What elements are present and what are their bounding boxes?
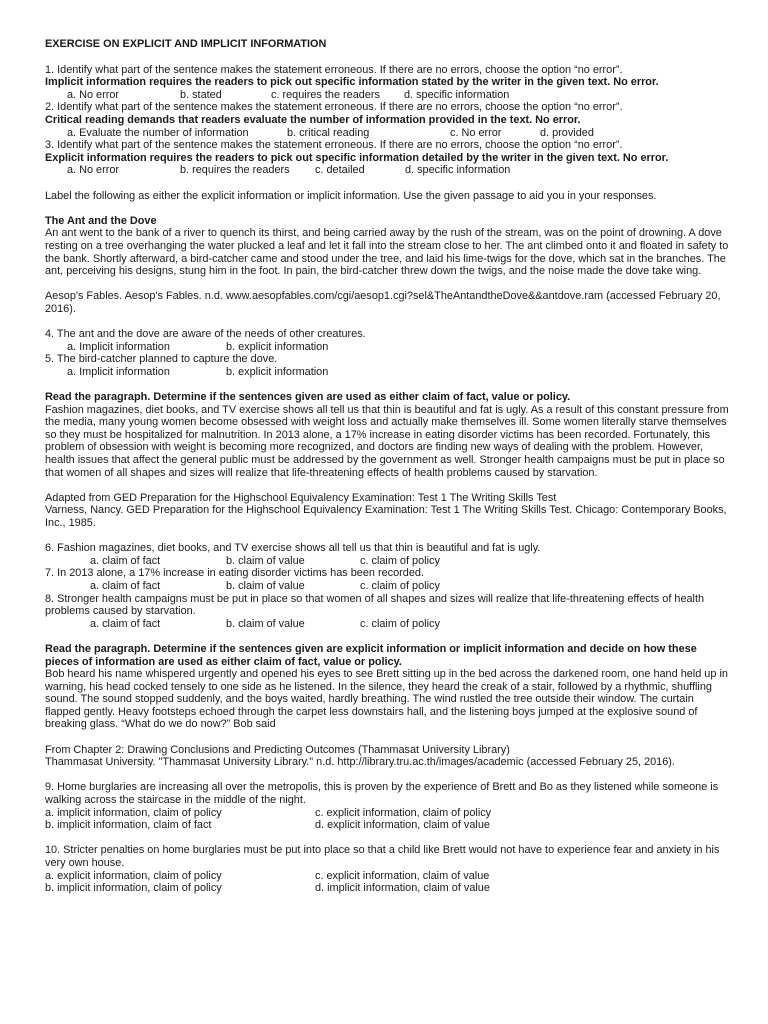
q10-options-row-2: [45, 882, 730, 895]
q6-option-b: b. claim of value: [226, 554, 305, 567]
q7-option-c: c. claim of policy: [360, 579, 440, 592]
q3-option-c: c. detailed: [315, 164, 365, 177]
q8-options: [45, 618, 730, 631]
q1-statement: Implicit information requires the readers to pick out specific information stated by the writer in the given text. No error.: [45, 76, 659, 89]
story-citation: Aesop's Fables. Aesop's Fables. n.d. www.aesopfables.com/cgi/aesop1.cgi?sel&TheAntandtheDove&&antdove.ram (accessed February 20, 2016).: [45, 290, 721, 315]
q7-text: 7. In 2013 alone, a 17% increase in eating disorder victims has been recorded.: [45, 567, 424, 580]
q3-option-b: b. requires the readers: [180, 164, 290, 177]
q7-option-a: a. claim of fact: [90, 579, 161, 592]
q7-option-b: b. claim of value: [226, 579, 305, 592]
q8-option-c: c. claim of policy: [360, 617, 440, 630]
q9-text: 9. Home burglaries are increasing all over the metropolis, this is proven by the experience of Brett and Bo as they listened while someone is walking across the staircase in the middle of the night.: [45, 781, 719, 807]
q6-options: [45, 555, 730, 568]
q2-option-d: d. provided: [540, 126, 594, 139]
q4-options: [45, 341, 730, 354]
q2-statement: Critical reading demands that readers evaluate the number of information provided in the text. No error.: [45, 113, 581, 126]
q7-options: [45, 580, 730, 593]
q5-options: [45, 366, 730, 379]
q5-option-b: b. explicit information: [226, 365, 329, 378]
q3-option-d: d. specific information: [405, 164, 511, 177]
paragraph2-source-2: Thammasat University. "Thammasat University Library." n.d. http://library.tru.ac.th/images/academic (accessed February 25, 2016).: [45, 756, 675, 769]
q4-text: 4. The ant and the dove are aware of the needs of other creatures.: [45, 328, 366, 341]
q9-option-a: a. implicit information, claim of policy: [45, 806, 222, 819]
q3-statement: Explicit information requires the readers to pick out specific information detailed by the writer in the given text. No error.: [45, 151, 669, 164]
q1-option-c: c. requires the readers: [271, 88, 380, 101]
q1-options: [45, 89, 730, 102]
page-title: EXERCISE ON EXPLICIT AND IMPLICIT INFORMATION: [45, 38, 327, 50]
q8-text: 8. Stronger health campaigns must be put in place so that women of all shapes and sizes will realize that life-threatening effects of health problems caused by starvation.: [45, 592, 705, 618]
q9-options-row-2: [45, 819, 730, 832]
q9-options-row-1: [45, 807, 730, 820]
label-instruction: Label the following as either the explicit information or implicit information. Use the given passage to aid you in your responses.: [45, 189, 657, 202]
q5-text: 5. The bird-catcher planned to capture the dove.: [45, 353, 278, 366]
q9-option-d: d. explicit information, claim of value: [315, 819, 490, 832]
paragraph1-source-2: Varness, Nancy. GED Preparation for the Highschool Equivalency Examination: Test 1 The Writing Skills Test. Chicago: Contemporary Books, Inc., 1985.: [45, 504, 727, 529]
q3-prompt: 3. Identify what part of the sentence makes the statement erroneous. If there are no errors, choose the option “no error”.: [45, 139, 623, 152]
q10-option-d: d. implicit information, claim of value: [315, 882, 490, 895]
q8-option-a: a. claim of fact: [90, 617, 161, 630]
q6-option-a: a. claim of fact: [90, 554, 161, 567]
q2-option-a: a. Evaluate the number of information: [67, 126, 249, 139]
q9-option-b: b. implicit information, claim of fact: [45, 819, 212, 832]
paragraph2-source-1: From Chapter 2: Drawing Conclusions and Predicting Outcomes (Thammasat University Library): [45, 743, 510, 756]
q10-options-row-1: [45, 870, 730, 883]
story-body: An ant went to the bank of a river to quench its thirst, and being carried away by the rush of the stream, was on the point of drowning. A dove resting on a tree overhanging the water plucked a leaf and let it fall into the stream close to her. The ant climbed onto it and floated in safety to the bank. Shortly afterward, a bird-catcher came and stood under the tree, and laid his lime-twigs for the dove, which sat in the branches. The ant, perceiving his designs, stung him in the foot. In pain, the bird-catcher threw down the twigs, and the noise made the dove take wing.: [45, 227, 729, 278]
paragraph2-body: Bob heard his name whispered urgently and opened his eyes to see Brett sitting up in the bed across the darkened room, one hand held up in warning, his head cocked tensely to one side as he listened. In the silence, they heard the creak of a stair, followed by a rhythmic, shuffling sound. The sound stopped suddenly, and the boys waited, hardly breathing. The wind rustled the tree outside their window. The curtain flapped gently. Heavy footsteps echoed through the carpet less downstairs hall, and the listening boys jumped at the explosive sound of breaking glass. “What do we do now?” Bob said: [45, 668, 728, 731]
q4-option-b: b. explicit information: [226, 340, 329, 353]
paragraph1-instruction: Read the paragraph. Determine if the sentences given are used as either claim of fact, value or policy.: [45, 391, 571, 404]
document-page: [45, 38, 730, 895]
paragraph2-instruction: Read the paragraph. Determine if the sentences given are explicit information or implicit information and decide on how these pieces of information are used as either claim of fact, value or policy.: [45, 642, 697, 668]
q5-option-a: a. Implicit information: [67, 365, 170, 378]
q1-option-d: d. specific information: [404, 88, 510, 101]
q3-options: [45, 164, 730, 177]
q2-options: [45, 127, 730, 140]
q10-text: 10. Stricter penalties on home burglaries must be put into place so that a child like Brett would not have to experience fear and anxiety in his very own house.: [45, 844, 720, 869]
q1-option-b: b. stated: [180, 88, 222, 101]
paragraph1-source-1: Adapted from GED Preparation for the Highschool Equivalency Examination: Test 1 The Writing Skills Test: [45, 491, 557, 504]
story-heading: The Ant and the Dove: [45, 214, 157, 227]
q3-option-a: a. No error: [67, 164, 120, 177]
q8-option-b: b. claim of value: [226, 617, 305, 630]
q10-option-a: a. explicit information, claim of policy: [45, 869, 222, 882]
q10-option-b: b. implicit information, claim of policy: [45, 882, 222, 895]
paragraph1-body: Fashion magazines, diet books, and TV exercise shows all tell us that thin is beautiful and fat is ugly. As a result of this constant pressure from the media, many young women become obsessed with weight loss and actually make themselves ill. Some women literally starve themselves so they must be hospitalized for malnutrition. In 2013 alone, a 17% increase in eating disorder victims has been recorded. Fortunately, this problem of obsession with weight is becoming more recognized, and doctors are finding new ways of dealing with the problem. However, health issues that affect the general public must be addressed by the government as well. Stronger health campaigns must be put in place so that women of all shapes and sizes will realize that life-threatening effects of health problems caused by starvation.: [45, 403, 729, 479]
q1-prompt: 1. Identify what part of the sentence makes the statement erroneous. If there are no errors, choose the option “no error”.: [45, 63, 623, 76]
q6-option-c: c. claim of policy: [360, 554, 440, 567]
q6-text: 6. Fashion magazines, diet books, and TV exercise shows all tell us that thin is beautiful and fat is ugly.: [45, 542, 541, 555]
q1-option-a: a. No error: [67, 88, 120, 101]
q2-option-b: b. critical reading: [287, 126, 370, 139]
q10-option-c: c. explicit information, claim of value: [315, 869, 490, 882]
q2-prompt: 2. Identify what part of the sentence makes the statement erroneous. If there are no errors, choose the option “no error”.: [45, 101, 623, 114]
q9-option-c: c. explicit information, claim of policy: [315, 806, 492, 819]
q4-option-a: a. Implicit information: [67, 340, 170, 353]
q2-option-c: c. No error: [450, 126, 502, 139]
